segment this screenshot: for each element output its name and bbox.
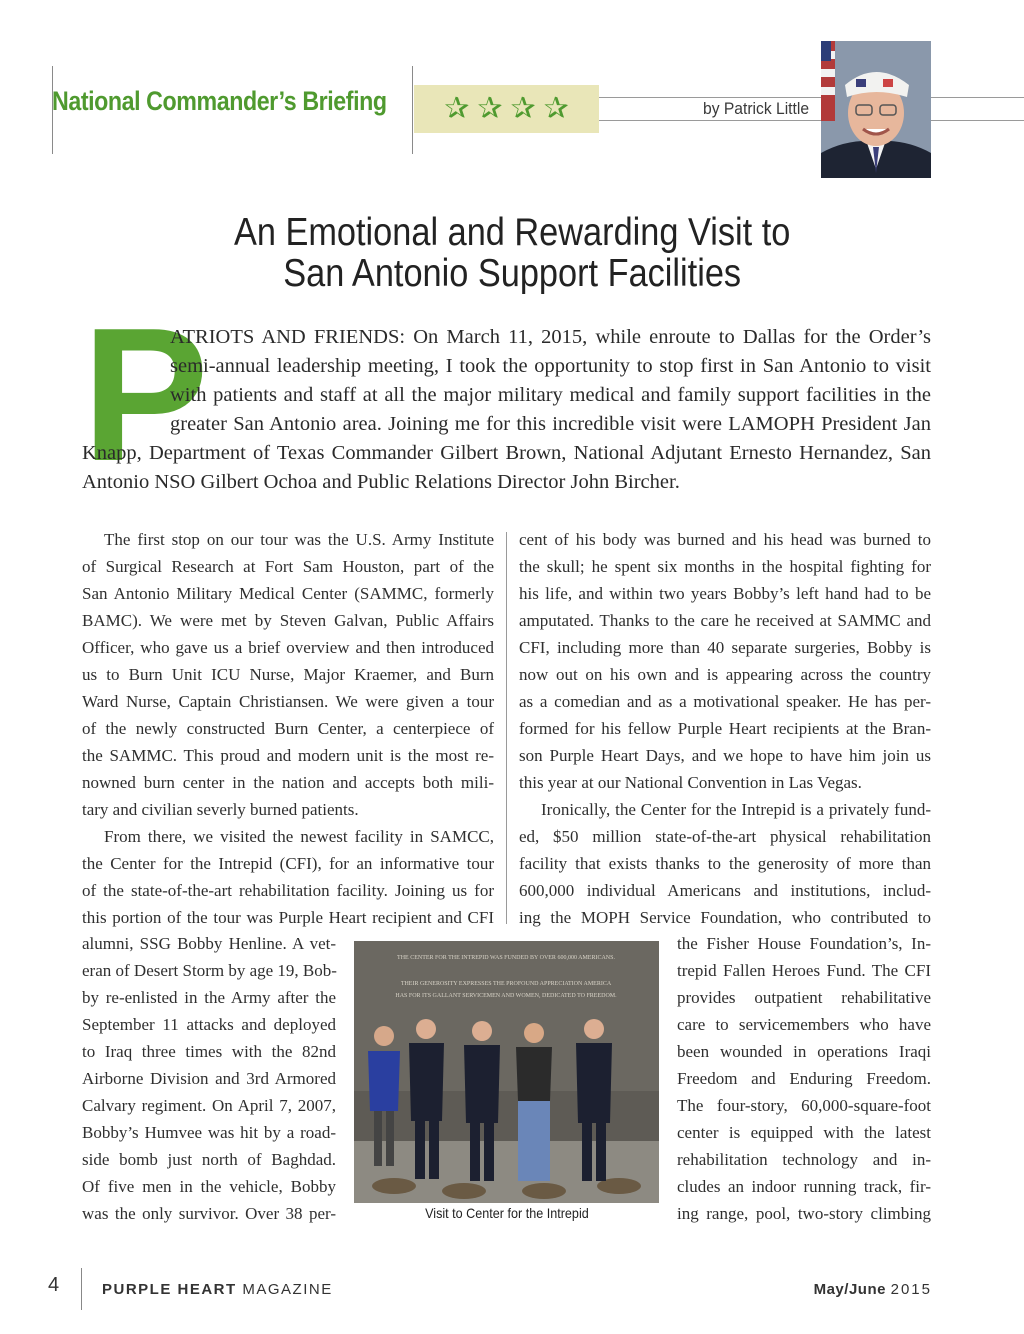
text-line: care to servicemembers who have: [677, 1015, 931, 1034]
wall-text: THE CENTER FOR THE INTREPID WAS FUNDED BY OVER 600,000 AMERICANS.: [397, 955, 615, 961]
text-line: the Center for the Intrepid (CFI), for an informative tour: [82, 854, 494, 873]
text-line: facility that exists thanks to the generosity of more than: [519, 854, 931, 873]
header-rule-bottom: [599, 120, 1024, 121]
article-photo: [354, 941, 659, 1203]
text-line: September 11 attacks and deployed: [82, 1015, 336, 1034]
text-line: his life, and within two years Bobby’s left hand had to be: [519, 584, 931, 603]
author-portrait: [821, 41, 931, 178]
wall-text: HAS FOR ITS GALLANT SERVICEMEN AND WOMEN, DEDICATED TO FREEDOM.: [395, 993, 617, 999]
text-line: son Purple Heart Days, and we hope to have him join us: [519, 746, 931, 765]
text-line: us to Burn Unit ICU Nurse, Major Kraemer, and Burn: [82, 665, 494, 684]
headline-line-2: San Antonio Support Facilities: [283, 252, 741, 295]
text-line: Freedom and Enduring Freedom.: [677, 1069, 931, 1088]
star-icon: ✰: [477, 92, 503, 125]
text-line: was the only survivor. Over 38 per-: [82, 1204, 336, 1223]
text-line: Calvary regiment. On April 7, 2007,: [82, 1096, 336, 1115]
intro-line: Antonio NSO Gilbert Ochoa and Public Relations Director John Bircher.: [82, 471, 680, 493]
text-line: eran of Desert Storm by age 19, Bob-: [82, 961, 337, 980]
text-line: The four-story, 60,000-square-foot: [677, 1096, 931, 1115]
text-line: Airborne Division and 3rd Armored: [82, 1069, 336, 1088]
intro-line: semi-annual leadership meeting, I took the opportunity to stop first in San Antonio to visit: [170, 355, 931, 377]
intro-line: Knapp, Department of Texas Commander Gilbert Brown, National Adjutant Ernesto Hernandez, San: [82, 442, 931, 464]
text-line: The first stop on our tour was the U.S. Army Institute: [104, 530, 494, 549]
header-mid-rule: [412, 66, 413, 154]
photo-caption: Visit to Center for the Intrepid: [424, 1205, 589, 1221]
text-line: this year at our National Convention in Las Vegas.: [519, 773, 862, 792]
text-line: the Fisher House Foundation’s, In-: [677, 934, 931, 953]
column-divider: [506, 532, 507, 924]
header-rule-top: [599, 97, 1024, 98]
portrait-image: [821, 41, 931, 178]
text-line: side bomb just north of Baghdad.: [82, 1150, 336, 1169]
text-line: BAMC). We were met by Steven Galvan, Public Affairs: [82, 611, 494, 630]
text-line: CFI, including more than 40 separate surgeries, Bobby is: [519, 638, 931, 657]
group-photo-image: [354, 941, 659, 1203]
text-line: the SAMMC. This proud and modern unit is the most re-: [82, 746, 494, 765]
text-line: amputated. Thanks to the care he received at SAMMC and: [519, 611, 931, 630]
page-number: 4: [48, 1274, 60, 1296]
footer-divider: [81, 1268, 82, 1310]
star-icon: ✰: [444, 92, 470, 125]
text-line: formed for his fellow Purple Heart recipients at the Bran-: [519, 719, 931, 738]
star-icon: ✰: [543, 92, 569, 125]
byline: by Patrick Little: [703, 99, 810, 118]
text-line: cent of his body was burned and his head was burned to: [519, 530, 931, 549]
text-line: rehabilitation technology and in-: [677, 1150, 931, 1169]
text-line: as a comedian and as a motivational speaker. He has per-: [519, 692, 931, 711]
headline-line-1: An Emotional and Rewarding Visit to: [233, 211, 791, 254]
text-line: trepid Fallen Heroes Fund. The CFI: [677, 961, 931, 980]
intro-line: greater San Antonio area. Joining me for this incredible visit were LAMOPH President Jan: [170, 413, 931, 435]
section-title: National Commander’s Briefing: [52, 86, 387, 116]
text-line: 600,000 individual Americans and institutions, includ-: [519, 881, 931, 900]
wall-text: THEIR GENEROSITY EXPRESSES THE PROFOUND APPRECIATION AMERICA: [400, 981, 612, 987]
text-line: From there, we visited the newest facility in SAMCC,: [104, 827, 494, 846]
intro-line: with patients and staff at all the major military medical and family support facilities in the: [170, 384, 931, 406]
text-line: cludes an indoor running track, fir-: [677, 1177, 931, 1196]
text-line: Officer, who gave us a brief overview and then introduced: [82, 638, 494, 657]
star-icon: ✰: [510, 92, 536, 125]
text-line: now out on his own and is appearing across the country: [519, 665, 931, 684]
text-line: ing the MOPH Service Foundation, who contributed to: [519, 908, 931, 927]
text-line: been wounded in operations Iraqi: [677, 1042, 931, 1061]
drop-cap: P: [82, 289, 209, 501]
text-line: to Iraq three times with the 82nd: [82, 1042, 336, 1061]
intro-line: ATRIOTS AND FRIENDS: On March 11, 2015, while enroute to Dallas for the Order’s: [170, 326, 931, 348]
text-line: of the state-of-the-art rehabilitation facility. Joining us for: [82, 881, 494, 900]
text-line: Of five men in the vehicle, Bobby: [82, 1177, 336, 1196]
text-line: by re-enlisted in the Army after the: [82, 988, 336, 1007]
issue-date: May/June 2015: [813, 1281, 932, 1298]
text-line: San Antonio Military Medical Center (SAMMC, formerly: [82, 584, 494, 603]
text-line: ing range, pool, two-story climbing: [677, 1204, 931, 1223]
text-line: this portion of the tour was Purple Heart recipient and CFI: [82, 908, 494, 927]
text-line: of Surgical Research at Fort Sam Houston, part of the: [82, 557, 494, 576]
text-line: provides outpatient rehabilitative: [677, 988, 931, 1007]
text-line: of the newly constructed Burn Center, a centerpiece of: [82, 719, 494, 738]
text-line: center is equipped with the latest: [677, 1123, 931, 1142]
magazine-name: PURPLE HEART MAGAZINE: [102, 1281, 333, 1298]
star-band: [414, 85, 599, 133]
text-line: Bobby’s Humvee was hit by a road-: [82, 1123, 336, 1142]
text-line: the skull; he spent six months in the hospital fighting for: [519, 557, 931, 576]
text-line: alumni, SSG Bobby Henline. A vet-: [82, 934, 336, 953]
text-line: Ward Nurse, Captain Christiansen. We were given a tour: [82, 692, 494, 711]
text-line: nowned burn center in the nation and accepts both mili-: [82, 773, 494, 792]
text-line: Ironically, the Center for the Intrepid is a privately fund-: [541, 800, 931, 819]
text-line: ed, $50 million state-of-the-art physical rehabilitation: [519, 827, 931, 846]
text-line: tary and civilian severly burned patients.: [82, 800, 359, 819]
